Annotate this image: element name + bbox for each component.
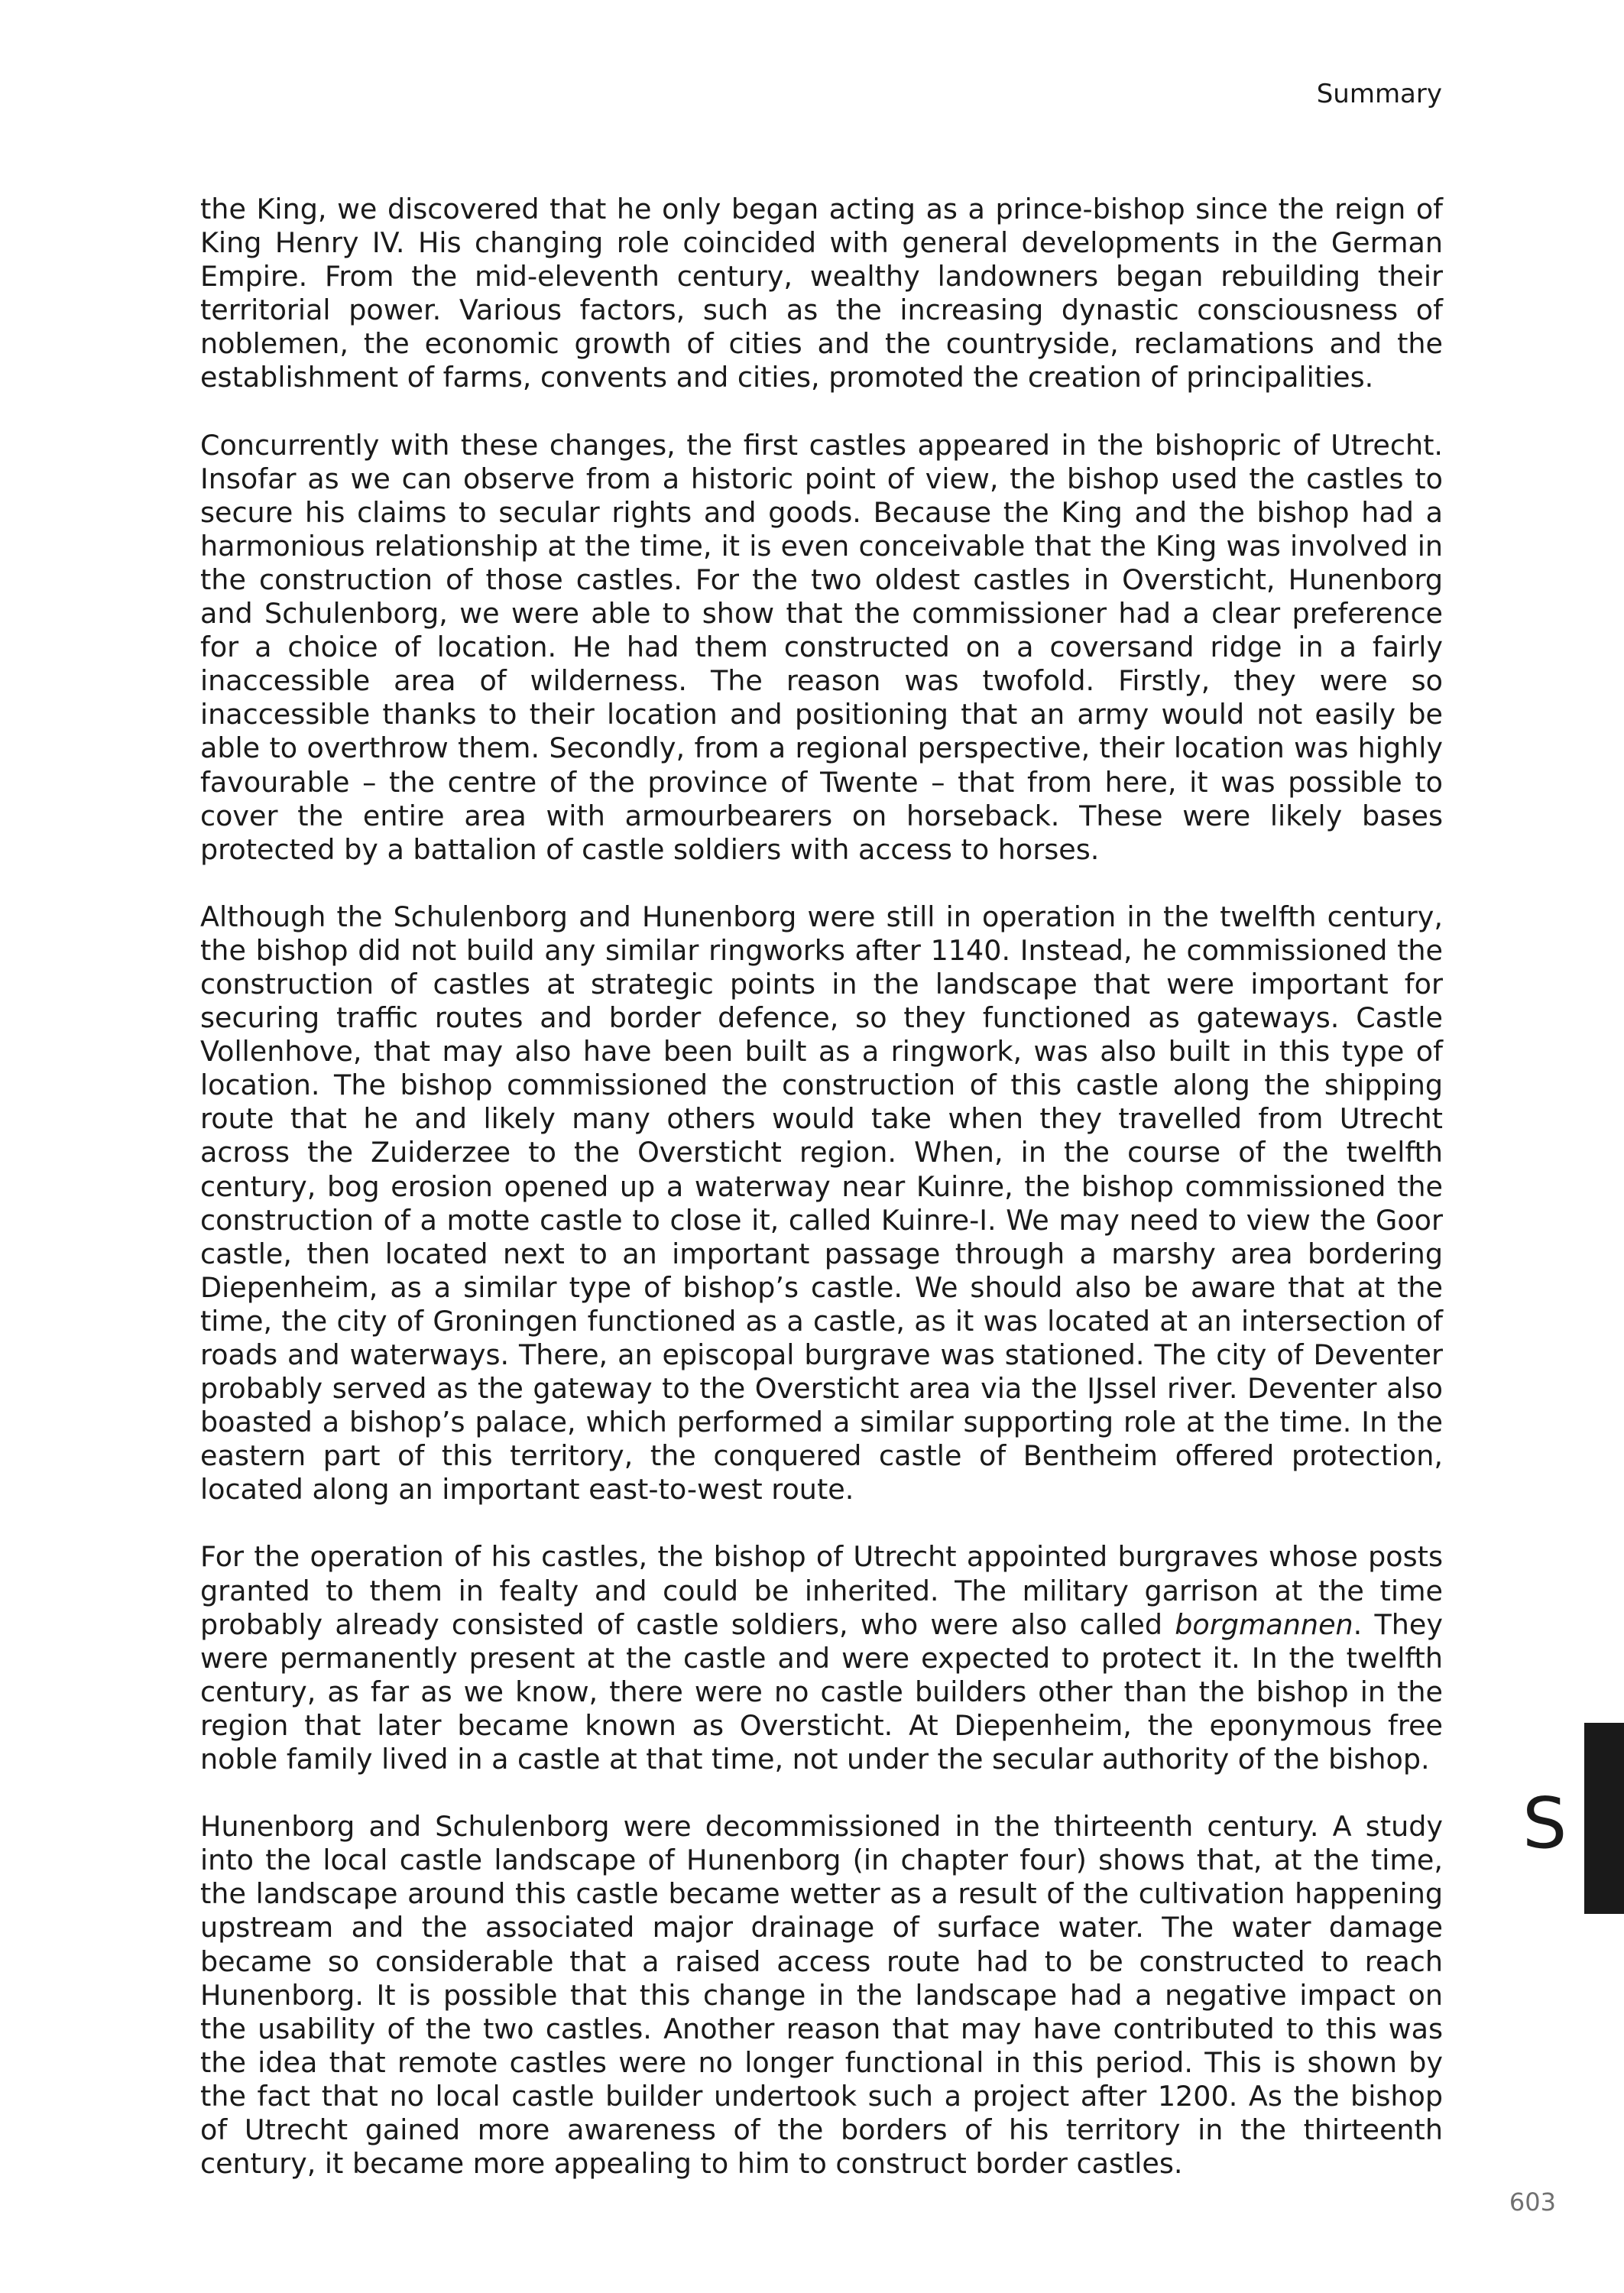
section-thumb-tab	[1584, 1723, 1624, 1914]
paragraph-5: Hunenborg and Schulenborg were decommissioned in the thirteenth century. A study into the local castle landscape of Hunenborg (in chapter four) shows that, at the time, the landscape around this castle became wetter as a result of the cultivation happening upstream and the associated major drainage of surface water. The water damage became so considerable that a raised access route had to be constructed to reach Hunenborg. It is possible that this change in the landscape had a negative impact on the usability of the two castles. Another reason that may have contributed to this was the idea that remote castles were no longer functional in this period. This is shown by the fact that no local castle builder undertook such a project after 1200. As the bishop of Utrecht gained more awareness of the borders of his territory in the thirteenth century, it became more appealing to him to construct border castles.	[200, 1810, 1443, 2181]
paragraph-1: the King, we discovered that he only began acting as a prince-bishop since the reign of King Henry IV. His changing role coincided with general developments in the German Empire. From the mid-eleventh century, wealthy landowners began rebuilding their territorial power. Various factors, such as the increasing dynastic consciousness of noblemen, the economic growth of cities and the countryside, reclamations and the establishment of farms, convents and cities, promoted the creation of principalities.	[200, 193, 1443, 394]
paragraph-4	[200, 1540, 1443, 1776]
paragraph-3: Although the Schulenborg and Hunenborg were still in operation in the twelfth century, the bishop did not build any similar ringworks after 1140. Instead, he commissioned the construction of castles at strategic points in the landscape that were important for securing traffic routes and border defence, so they functioned as gateways. Castle Vollenhove, that may also have been built as a ringwork, was also built in this type of location. The bishop commissioned the construction of this castle along the shipping route that he and likely many others would take when they travelled from Utrecht across the Zuiderzee to the Oversticht region. When, in the course of the twelfth century, bog erosion opened up a waterway near Kuinre, the bishop commissioned the construction of a motte castle to close it, called Kuinre-I. We may need to view the Goor castle, then located next to an important passage through a marshy area bordering Diepenheim, as a similar type of bishop’s castle. We should also be aware that at the time, the city of Groningen functioned as a castle, as it was located at an intersection of roads and waterways. There, an episcopal burgrave was stationed. The city of Deventer probably served as the gateway to the Oversticht area via the IJssel river. Deventer also boasted a bishop’s palace, which performed a similar supporting role at the time. In the eastern part of this territory, the conquered castle of Bentheim offered protection, located along an important east-to-west route.	[200, 900, 1443, 1507]
section-letter: S	[1522, 1782, 1567, 1864]
page-number: 603	[1509, 2188, 1556, 2217]
body-text	[200, 193, 1443, 2181]
running-head-title: Summary	[1316, 79, 1442, 109]
italic-term-borgmannen: borgmannen	[1175, 1607, 1353, 1641]
paragraph-4-start: For the operation of his castles, the bishop of Utrecht appointed burgraves whose posts granted to them in fealty and could be inherited. The military garrison at the time probably already consisted of castle soldiers, who were also called	[200, 1540, 1443, 1641]
paragraph-4-end: . They were permanently present at the castle and were expected to protect it. In the twelfth century, as far as we know, there were no castle builders other than the bishop in the region that later became known as Oversticht. At Diepenheim, the eponymous free noble family lived in a castle at that time, not under the secular authority of the bishop.	[200, 1607, 1443, 1776]
paragraph-2: Concurrently with these changes, the first castles appeared in the bishopric of Utrecht. Insofar as we can observe from a historic point of view, the bishop used the castles to secure his claims to secular rights and goods. Because the King and the bishop had a harmonious relationship at the time, it is even conceivable that the King was involved in the construction of those castles. For the two oldest castles in Oversticht, Hunenborg and Schulenborg, we were able to show that the commissioner had a clear preference for a choice of location. He had them constructed on a coversand ridge in a fairly inaccessible area of wilderness. The reason was twofold. Firstly, they were so inaccessible thanks to their location and positioning that an army would not easily be able to overthrow them. Secondly, from a regional perspective, their location was highly favourable – the centre of the province of Twente – that from here, it was possible to cover the entire area with armourbearers on horseback. These were likely bases protected by a battalion of castle soldiers with access to horses.	[200, 428, 1443, 866]
